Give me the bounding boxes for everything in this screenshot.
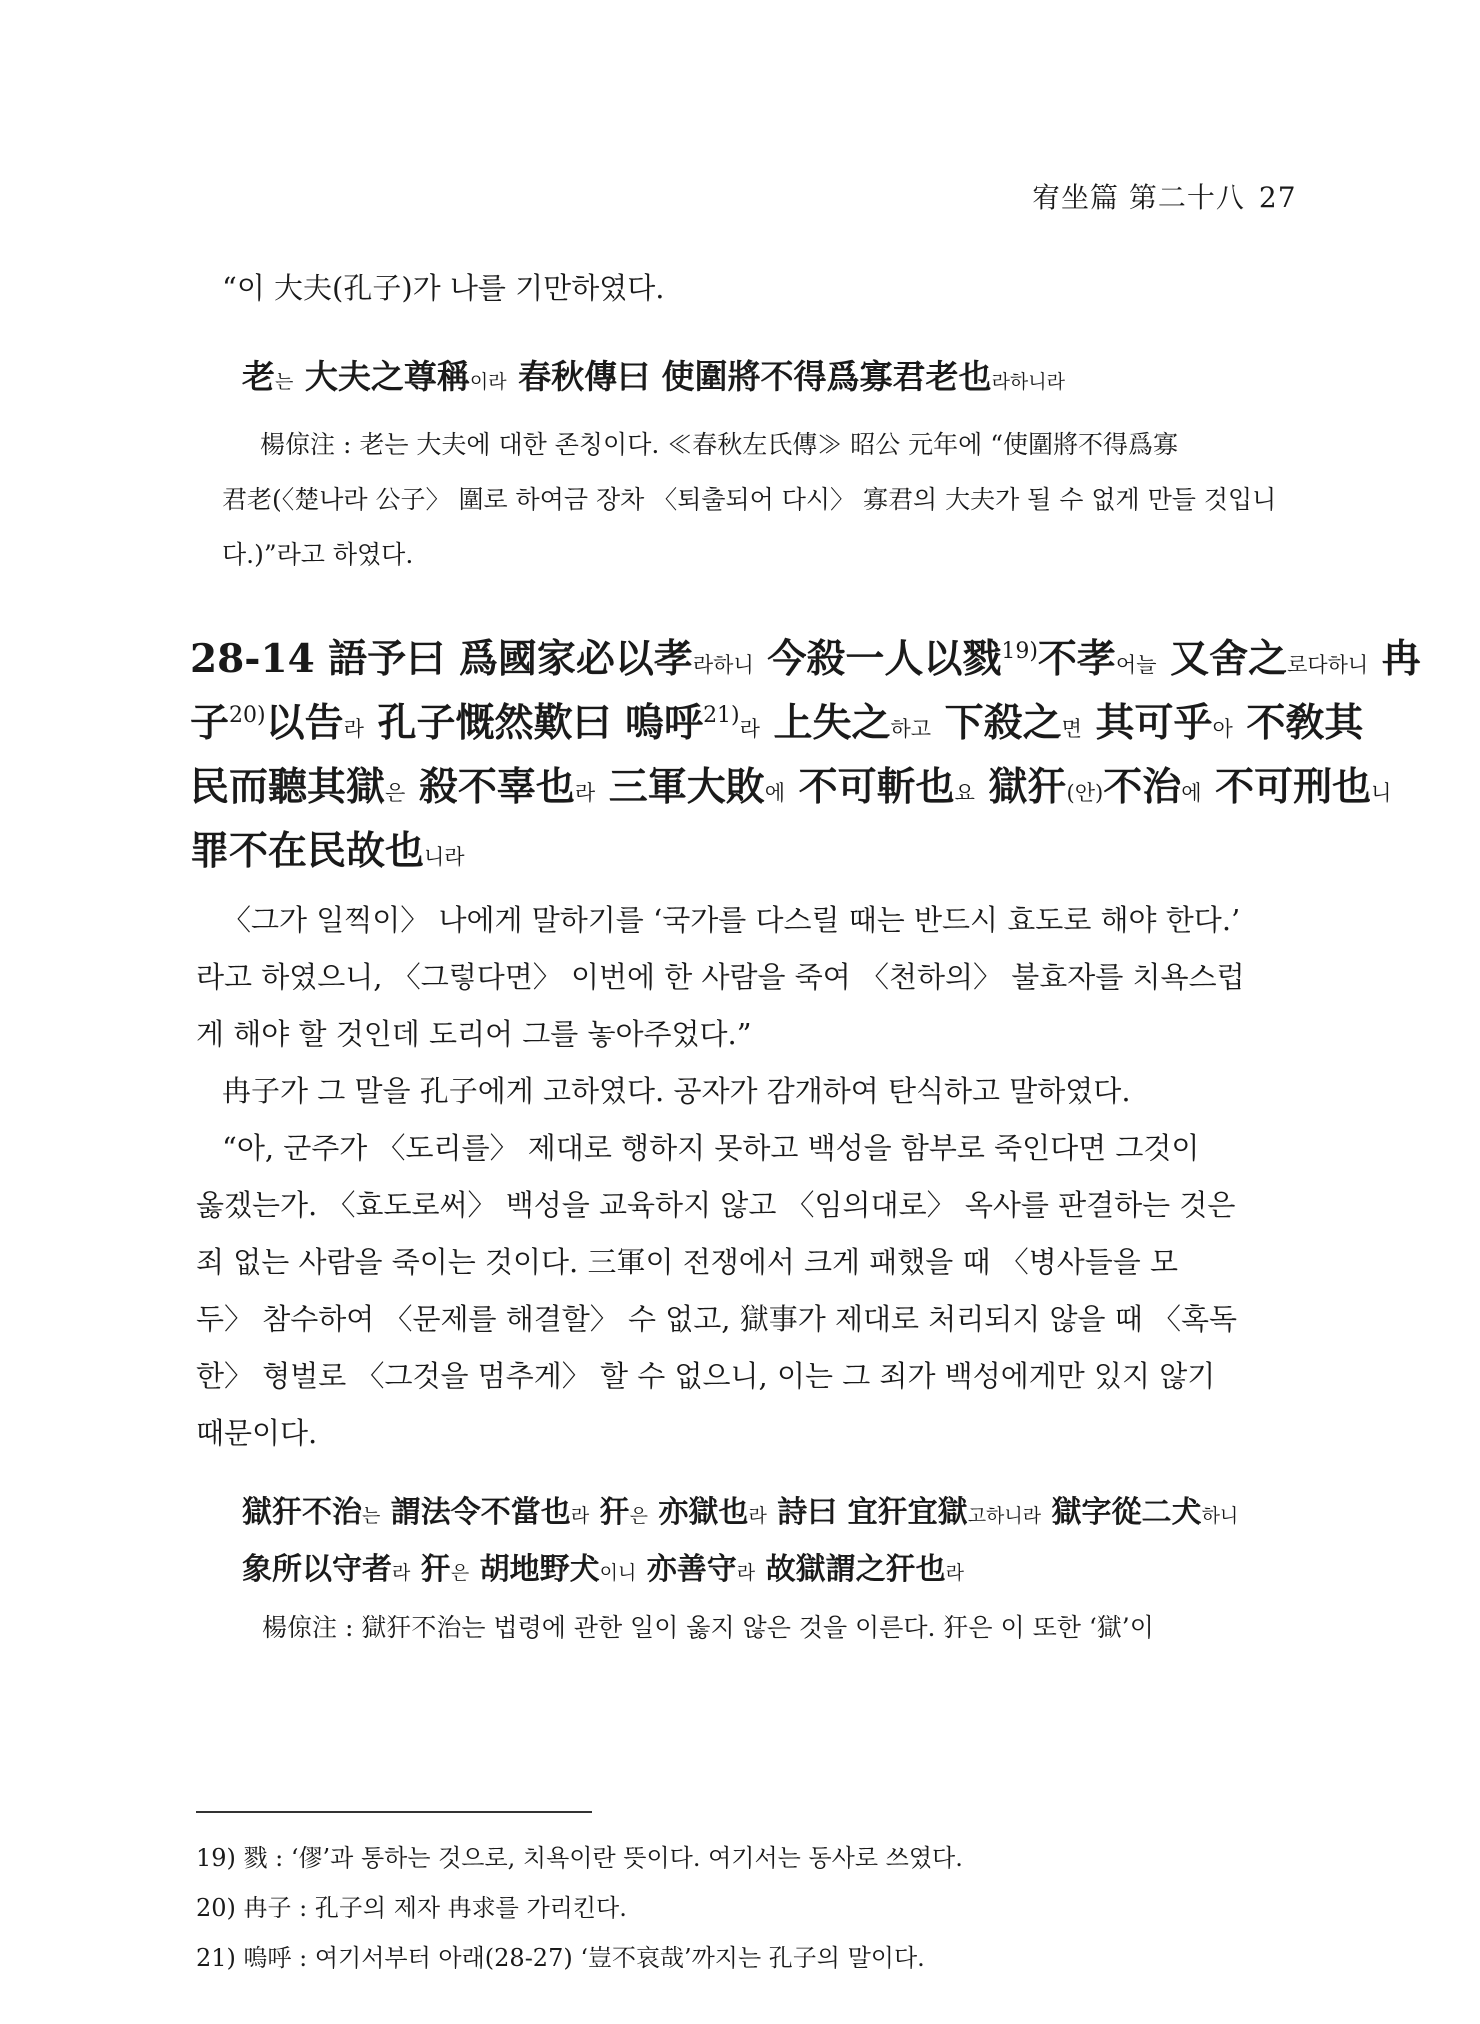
classic-text: 獄字從二犬: [1041, 1495, 1202, 1530]
translation-line: “아, 군주가 〈도리를〉 제대로 행하지 못하고 백성을 함부로 죽인다면 그것이: [222, 1131, 1200, 1165]
footnote-divider: [196, 1811, 592, 1813]
section-text-line: [190, 820, 465, 876]
classic-text: 上失之: [759, 700, 891, 746]
classic-text: 又舍之: [1156, 636, 1288, 682]
particle-text: 라: [343, 717, 364, 741]
classic-text: 大夫之尊稱: [293, 357, 470, 396]
particle-text: 고하니라: [967, 1505, 1042, 1527]
section-text-line: [190, 628, 1421, 684]
classic-text: 罪不在民故也: [190, 828, 425, 874]
particle-text: 니: [1371, 781, 1392, 805]
classic-text: 語予曰 爲國家必以孝: [314, 636, 693, 682]
section-text-line: [190, 692, 1363, 748]
particle-text: 은: [629, 1505, 648, 1527]
classic-text: 謂法令不當也: [380, 1495, 571, 1530]
particle-text: 라: [748, 1505, 767, 1527]
particle-text: 하고: [890, 717, 932, 741]
classic-text: 詩曰 宜犴宜獄: [766, 1495, 968, 1530]
particle-text: 은: [450, 1562, 470, 1584]
particle-text: 니라: [424, 845, 465, 869]
particle-text: 라하니: [692, 653, 754, 677]
classic-text: 三軍大敗: [595, 764, 765, 810]
annotation-line: 다.)”라고 하였다.: [222, 540, 414, 569]
commentary-line: [242, 1544, 964, 1588]
commentary-line: [242, 1487, 1238, 1531]
particle-text: 어늘: [1115, 653, 1157, 677]
classic-text: 下殺之: [931, 700, 1062, 746]
classic-text: 冉: [1368, 636, 1421, 682]
classic-text: 今殺一人以戮: [753, 636, 1002, 682]
translation-line: 게 해야 할 것인데 도리어 그를 놓아주었다.”: [196, 1017, 752, 1051]
translation-line: 라고 하였으니, 〈그렇다면〉 이번에 한 사람을 죽여 〈천하의〉 불효자를 치욕스럽: [196, 960, 1245, 994]
translation-line: “이 大夫(孔子)가 나를 기만하였다.: [222, 271, 665, 305]
particle-text: 은: [385, 781, 406, 805]
footnote: 19) 戮 : ‘僇’과 통하는 것으로, 치욕이란 뜻이다. 여기서는 동사로 쓰였다.: [196, 1844, 963, 1872]
classic-text: 亦善守: [636, 1552, 737, 1587]
classic-text: 不治: [1103, 764, 1182, 810]
translation-line: 〈그가 일찍이〉 나에게 말하기를 ‘국가를 다스릴 때는 반드시 효도로 해야 한다.’: [222, 903, 1241, 937]
translation-line: 한〉 형벌로 〈그것을 멈추게〉 할 수 없으니, 이는 그 죄가 백성에게만 있지 않기: [196, 1359, 1216, 1393]
translation-line: 冉子가 그 말을 孔子에게 고하였다. 공자가 감개하여 탄식하고 말하였다.: [222, 1074, 1131, 1108]
footnote-ref[interactable]: 19): [1001, 639, 1038, 664]
particle-text: 는: [362, 1505, 381, 1527]
classic-text: 孔子慨然歎曰 嗚呼: [363, 700, 704, 746]
particle-text: 라하니라: [991, 371, 1065, 393]
classic-text: 故獄謂之犴也: [755, 1552, 946, 1587]
footnote-ref[interactable]: 21): [703, 703, 740, 728]
particle-text: (안): [1066, 781, 1104, 805]
particle-text: 라: [736, 1562, 756, 1584]
annotation-line: 楊倞注 : 獄犴不治는 법령에 관한 일이 옳지 않은 것을 이른다. 犴은 이 또한 ‘獄’이: [262, 1613, 1154, 1642]
classic-text: 不可刑也: [1201, 764, 1372, 810]
particle-text: 는: [275, 371, 294, 393]
particle-text: 로다하니: [1287, 653, 1369, 677]
classic-text: 春秋傳曰 使圍將不得爲寡君老也: [506, 357, 992, 396]
chapter-title: 宥坐篇 第二十八: [1032, 181, 1245, 214]
classic-text: 胡地野犬: [469, 1552, 600, 1587]
annotation-line: 君老(〈楚나라 公子〉 圍로 하여금 장차 〈퇴출되어 다시〉 寡君의 大夫가 될 수 없게 만들 것입니: [222, 485, 1277, 514]
running-head: [1032, 176, 1297, 216]
classic-text: 以告: [265, 700, 344, 746]
particle-text: 라: [392, 1562, 411, 1584]
classic-text-line: [242, 351, 1065, 398]
footnote: 21) 嗚呼 : 여기서부터 아래(28-27) ‘豈不哀哉’까지는 孔子의 말이다.: [196, 1944, 925, 1972]
page-number: 27: [1258, 181, 1297, 214]
translation-line: 때문이다.: [196, 1416, 318, 1450]
particle-text: 라: [574, 781, 596, 805]
classic-text: 殺不辜也: [405, 764, 575, 810]
classic-text: 不孝: [1037, 636, 1116, 682]
particle-text: 이니: [599, 1562, 637, 1584]
classic-text: 不可斬也: [785, 764, 955, 810]
particle-text: 아: [1212, 717, 1233, 741]
particle-text: 하니: [1201, 1505, 1239, 1527]
classic-text: 民而聽其獄: [190, 764, 386, 810]
classic-text: 亦獄也: [647, 1495, 749, 1530]
classic-text: 其可乎: [1081, 700, 1213, 746]
annotation-line: 楊倞注 : 老는 大夫에 대한 존칭이다. ≪春秋左氏傳≫ 昭公 元年에 “使圍將不得爲寡: [260, 430, 1179, 459]
particle-text: 이라: [469, 371, 507, 393]
classic-text: 犴: [589, 1495, 630, 1530]
particle-text: 에: [764, 781, 786, 805]
classic-text: 子: [190, 700, 230, 746]
particle-text: 라: [570, 1505, 590, 1527]
classic-text: 老: [242, 357, 275, 396]
footnote-ref[interactable]: 20): [229, 703, 266, 728]
footnote: 20) 冉子 : 孔子의 제자 冉求를 가리킨다.: [196, 1894, 627, 1922]
classic-text: 獄犴不治: [242, 1495, 362, 1530]
classic-text: 獄犴: [974, 764, 1067, 810]
section-text-line: [190, 756, 1391, 812]
translation-line: 두〉 참수하여 〈문제를 해결할〉 수 없고, 獄事가 제대로 처리되지 않을 때 〈혹독: [196, 1302, 1237, 1336]
particle-text: 라: [945, 1562, 964, 1584]
particle-text: 요: [954, 781, 975, 805]
classic-text: 犴: [410, 1552, 451, 1587]
translation-line: 옳겠는가. 〈효도로써〉 백성을 교육하지 않고 〈임의대로〉 옥사를 판결하는 것은: [196, 1188, 1236, 1222]
translation-line: 죄 없는 사람을 죽이는 것이다. 三軍이 전쟁에서 크게 패했을 때 〈병사들을 모: [196, 1245, 1179, 1279]
classic-text: 不敎其: [1232, 700, 1364, 746]
classic-text: 象所以守者: [242, 1552, 392, 1587]
particle-text: 에: [1181, 781, 1202, 805]
section-number: 28-14: [190, 636, 315, 682]
particle-text: 면: [1061, 717, 1082, 741]
particle-text: 라: [739, 717, 760, 741]
